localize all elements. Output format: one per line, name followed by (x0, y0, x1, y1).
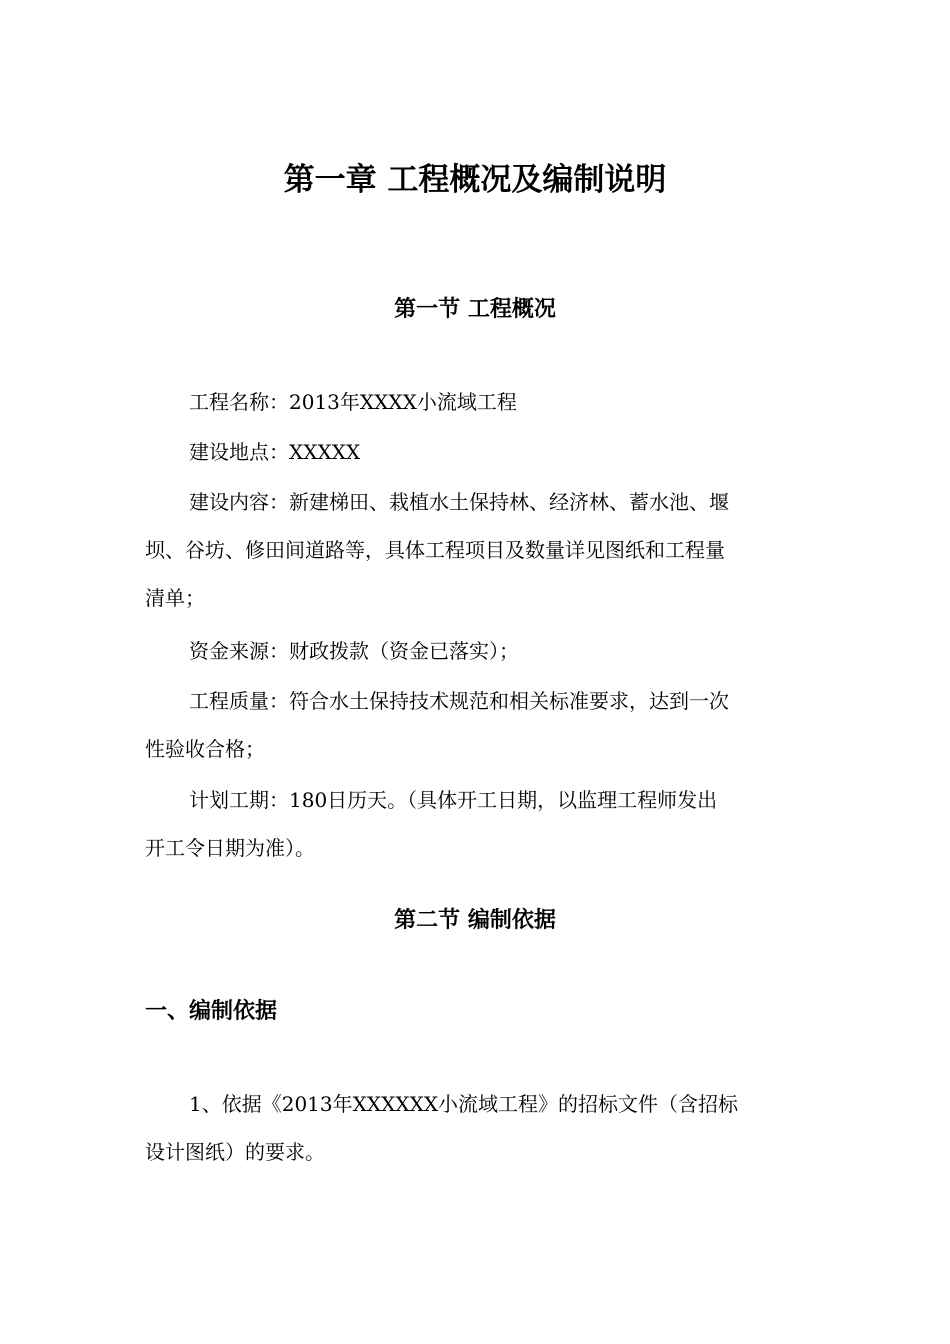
paragraph-basis-item-1 (145, 1080, 807, 1176)
paragraph-planned-duration (145, 776, 807, 872)
paragraph-line: 开工令日期为准）。 (145, 836, 315, 860)
paragraph-line: 工程质量：符合水土保持技术规范和相关标准要求，达到一次 (189, 689, 729, 713)
paragraph-construction-content (145, 478, 807, 622)
paragraph-line: 1、依据《2013年XXXXXX小流域工程》的招标文件（含招标 (189, 1092, 739, 1116)
paragraph-project-name (145, 378, 807, 426)
paragraph-project-quality (145, 677, 807, 773)
paragraph-line: 坝、谷坊、修田间道路等，具体工程项目及数量详见图纸和工程量 (145, 538, 725, 562)
subsection-title-basis: 一、编制依据 (145, 999, 278, 1024)
paragraph-line: 设计图纸）的要求。 (145, 1140, 325, 1164)
paragraph-line: 建设地点：XXXXX (189, 440, 361, 464)
chapter-title: 第一章 工程概况及编制说明 (283, 162, 667, 198)
paragraph-line: 计划工期：180日历天。（具体开工日期，以监理工程师发出 (189, 788, 718, 812)
section-title-basis: 第二节 编制依据 (394, 908, 556, 933)
paragraph-construction-site (145, 428, 807, 476)
section-title-overview: 第一节 工程概况 (394, 297, 556, 322)
paragraph-line: 建设内容：新建梯田、栽植水土保持林、经济林、蓄水池、堰 (189, 490, 729, 514)
paragraph-line: 工程名称：2013年XXXX小流域工程 (189, 390, 517, 414)
paragraph-line: 性验收合格； (145, 737, 265, 761)
paragraph-line: 资金来源：财政拨款（资金已落实）； (189, 639, 519, 663)
paragraph-line: 清单； (145, 586, 205, 610)
paragraph-funding-source (145, 627, 807, 675)
